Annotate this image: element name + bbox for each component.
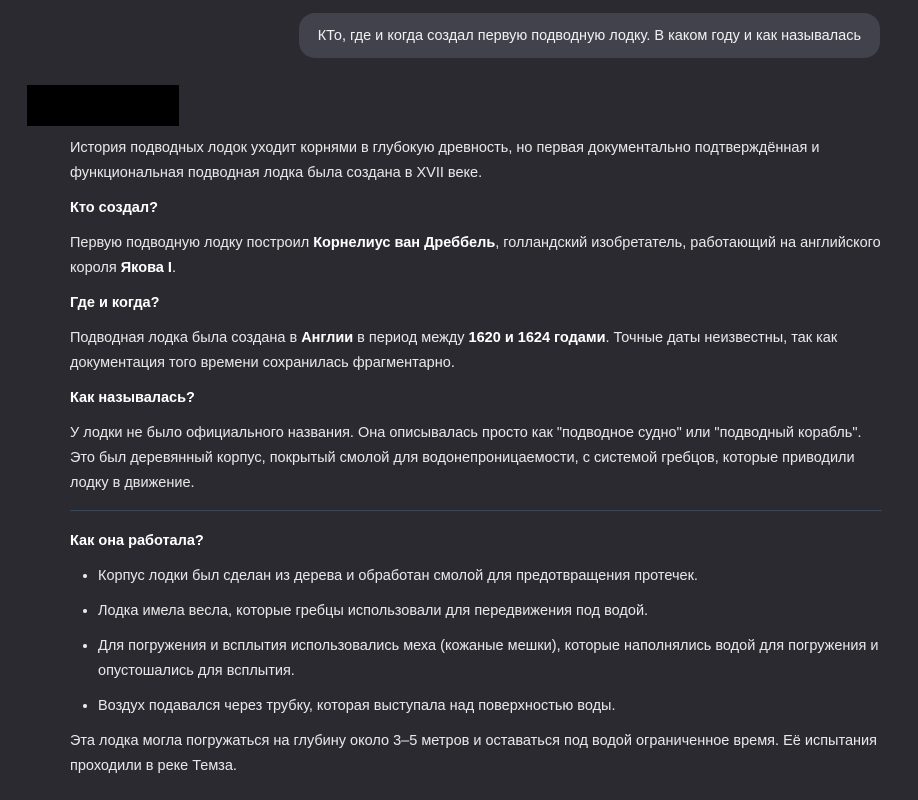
assistant-answer — [70, 136, 882, 789]
list-item: • Корпус лодки был сделан из дерева и обработан смолой для предотвращения протечек. — [98, 564, 882, 589]
who-paragraph: Первую подводную лодку построил Корнелиус ван Дреббель, голландский изобретатель, работающий на английского короля Якова I. — [70, 235, 881, 276]
heading-how: Как она работала? — [70, 533, 204, 549]
how-list — [70, 564, 882, 719]
outro-paragraph: Эта лодка могла погружаться на глубину около 3–5 метров и оставаться под водой ограниченное время. Её испытания проходили в реке Темза. — [70, 733, 877, 774]
heading-name: Как называлась? — [70, 390, 195, 406]
list-item: • Лодка имела весла, которые гребцы использовали для передвижения под водой. — [98, 599, 882, 624]
redacted-avatar — [27, 85, 179, 126]
name-paragraph: У лодки не было официального названия. Она описывалась просто как "подводное судно" или "подводный корабль". Это был деревянный корпус, покрытый смолой для водонепроницаемости, с системой гребцов, которые приводили лодку в движение. — [70, 425, 862, 491]
intro-paragraph: История подводных лодок уходит корнями в глубокую древность, но первая документально подтверждённая и функциональная подводная лодка была создана в XVII веке. — [70, 140, 820, 181]
list-item: • Для погружения и всплытия использовались меха (кожаные мешки), которые наполнялись водой для погружения и опустошались для всплытия. — [98, 634, 882, 684]
user-message-text: КТо, где и когда создал первую подводную лодку. В каком году и как называлась — [317, 27, 861, 44]
heading-who: Кто создал? — [70, 200, 158, 216]
where-paragraph: Подводная лодка была создана в Англии в период между 1620 и 1624 годами. Точные даты неизвестны, так как документация того времени сохранилась фрагментарно. — [70, 330, 838, 371]
list-item: • Воздух подавался через трубку, которая выступала над поверхностью воды. — [98, 694, 882, 719]
user-message-bubble — [299, 13, 880, 58]
divider — [70, 510, 882, 511]
heading-where: Где и когда? — [70, 295, 160, 311]
